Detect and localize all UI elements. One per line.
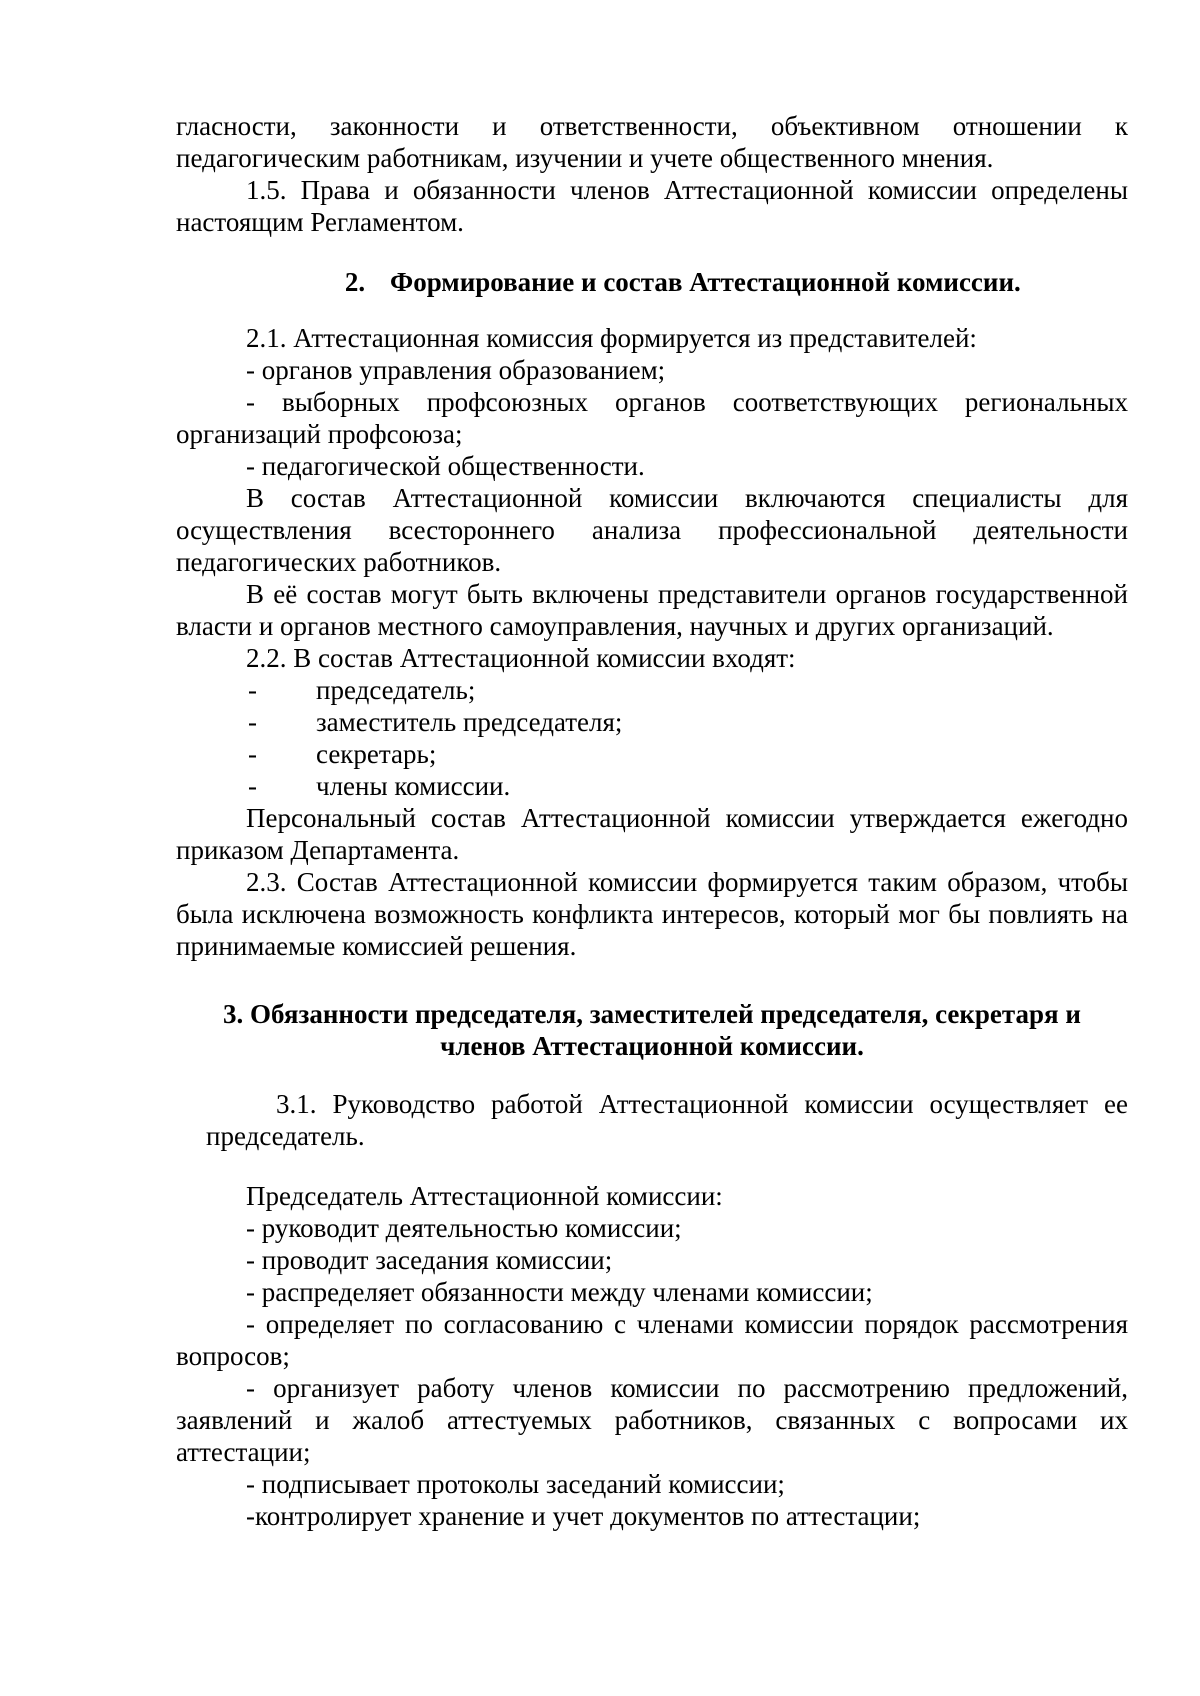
spacer bbox=[176, 1152, 1128, 1180]
rep-item-1: - органов управления образованием; bbox=[246, 355, 666, 385]
paragraph-specialists: В состав Аттестационной комиссии включаются специалисты для осуществления всестороннего анализа профессиональной деятельности педагогических работников. bbox=[176, 483, 1128, 577]
paragraph-personal-composition: Персональный состав Аттестационной комиссии утверждается ежегодно приказом Департамента. bbox=[176, 803, 1128, 865]
duty-item-1: - руководит деятельностью комиссии; bbox=[246, 1213, 682, 1243]
list-dash: - bbox=[248, 739, 257, 769]
paragraph-3-1: 3.1. Руководство работой Аттестационной комиссии осуществляет ее председатель. bbox=[206, 1089, 1128, 1151]
member-label: секретарь; bbox=[316, 739, 437, 769]
rep-item-3: - педагогической общественности. bbox=[246, 451, 645, 481]
section-2-heading bbox=[176, 266, 1128, 298]
member-label: председатель; bbox=[316, 675, 476, 705]
duty-item-6: - подписывает протоколы заседаний комиссии; bbox=[246, 1469, 785, 1499]
paragraph-may-include: В её состав могут быть включены представители органов государственной власти и органов местного самоуправления, научных и других организаций. bbox=[176, 579, 1128, 641]
duty-item-7: -контролирует хранение и учет документов по аттестации; bbox=[246, 1501, 921, 1531]
section-3-title-line-1: 3. Обязанности председателя, заместителей председателя, секретаря и bbox=[223, 999, 1081, 1029]
paragraph-2-1: 2.1. Аттестационная комиссия формируется из представителей: bbox=[246, 323, 977, 353]
list-dash: - bbox=[248, 707, 257, 737]
member-label: члены комиссии. bbox=[316, 771, 511, 801]
section-3-title-line-2: членов Аттестационной комиссии. bbox=[440, 1031, 864, 1061]
member-item-deputy bbox=[176, 706, 1128, 738]
list-dash: - bbox=[248, 771, 257, 801]
member-item-chair bbox=[176, 674, 1128, 706]
paragraph-1-5: 1.5. Права и обязанности членов Аттестационной комиссии определены настоящим Регламентом. bbox=[176, 175, 1128, 237]
rep-item-2: - выборных профсоюзных органов соответствующих региональных организаций профсоюза; bbox=[176, 387, 1128, 449]
duty-item-5: - организует работу членов комиссии по рассмотрению предложений, заявлений и жалоб аттестуемых работников, связанных с вопросами их аттестации; bbox=[176, 1373, 1128, 1467]
section-3-heading bbox=[176, 998, 1128, 1062]
paragraph-2-2: 2.2. В состав Аттестационной комиссии входят: bbox=[246, 643, 796, 673]
section-3-intro bbox=[176, 1088, 1128, 1152]
duty-item-2: - проводит заседания комиссии; bbox=[246, 1245, 613, 1275]
member-label: заместитель председателя; bbox=[316, 707, 623, 737]
duty-item-3: - распределяет обязанности между членами комиссии; bbox=[246, 1277, 873, 1307]
member-item-secretary bbox=[176, 738, 1128, 770]
chair-intro: Председатель Аттестационной комиссии: bbox=[246, 1181, 723, 1211]
list-dash: - bbox=[248, 675, 257, 705]
paragraph-intro-continuation: гласности, законности и ответственности, объективном отношении к педагогическим работникам, изучении и учете общественного мнения. bbox=[176, 111, 1128, 173]
section-2-title: Формирование и состав Аттестационной комиссии. bbox=[390, 267, 1021, 297]
paragraph-2-3: 2.3. Состав Аттестационной комиссии формируется таким образом, чтобы была исключена возможность конфликта интересов, который мог бы повлиять на принимаемые комиссией решения. bbox=[176, 867, 1128, 961]
document-body bbox=[176, 110, 1128, 1532]
duty-item-4: - определяет по согласованию с членами комиссии порядок рассмотрения вопросов; bbox=[176, 1309, 1128, 1371]
member-item-members bbox=[176, 770, 1128, 802]
section-2-number: 2. bbox=[344, 267, 366, 297]
